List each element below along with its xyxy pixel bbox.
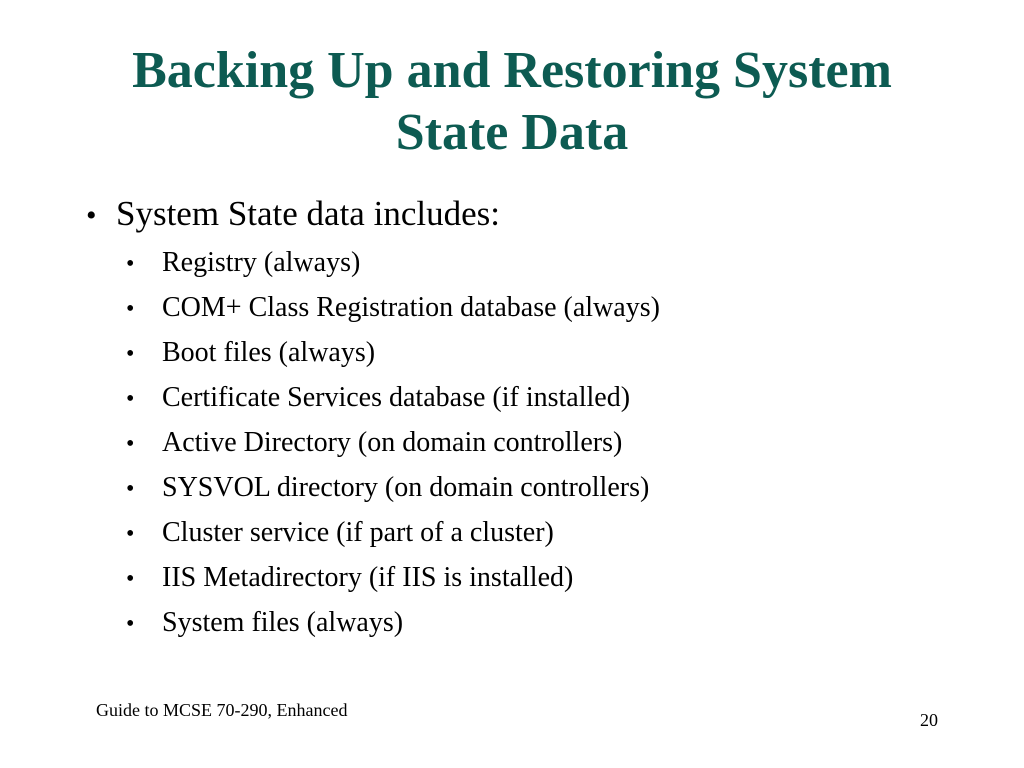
bullet-icon: •: [86, 199, 97, 232]
sub-bullet-item: [126, 240, 966, 285]
slide-title-line-1: Backing Up and Restoring System: [132, 42, 892, 99]
bullet-icon: •: [126, 611, 135, 637]
bullet-icon: •: [126, 476, 135, 502]
sub-bullet-text: IIS Metadirectory (if IIS is installed): [162, 562, 574, 593]
bullet-icon: •: [126, 296, 135, 322]
bullet-icon: •: [126, 341, 135, 367]
main-bullet-item: [86, 192, 966, 236]
sub-bullet-text: System files (always): [162, 607, 404, 638]
sub-bullet-text: Boot files (always): [162, 337, 376, 368]
sub-bullet-item: [126, 465, 966, 510]
main-bullet-text: System State data includes:: [116, 194, 500, 233]
sub-bullet-text: COM+ Class Registration database (always): [162, 292, 660, 323]
sub-bullet-item: [126, 510, 966, 555]
bullet-icon: •: [126, 251, 135, 277]
footer-course-title: Guide to MCSE 70-290, Enhanced: [96, 700, 348, 720]
sub-bullet-item: [126, 555, 966, 600]
sub-bullet-item: [126, 285, 966, 330]
bullet-icon: •: [126, 386, 135, 412]
page-number: 20: [920, 710, 938, 730]
bullet-icon: •: [126, 566, 135, 592]
sub-bullet-list: [126, 240, 966, 645]
sub-bullet-text: Certificate Services database (if installed): [162, 382, 631, 413]
sub-bullet-item: [126, 600, 966, 645]
bullet-icon: •: [126, 431, 135, 457]
bullet-icon: •: [126, 521, 135, 547]
sub-bullet-item: [126, 330, 966, 375]
sub-bullet-item: [126, 420, 966, 465]
sub-bullet-text: Active Directory (on domain controllers): [162, 427, 623, 458]
sub-bullet-text: Cluster service (if part of a cluster): [162, 517, 554, 548]
slide-content: [86, 192, 966, 645]
slide-title: [40, 40, 984, 164]
sub-bullet-text: SYSVOL directory (on domain controllers): [162, 472, 650, 503]
slide-title-line-2: State Data: [395, 104, 629, 161]
sub-bullet-text: Registry (always): [162, 247, 361, 278]
sub-bullet-item: [126, 375, 966, 420]
